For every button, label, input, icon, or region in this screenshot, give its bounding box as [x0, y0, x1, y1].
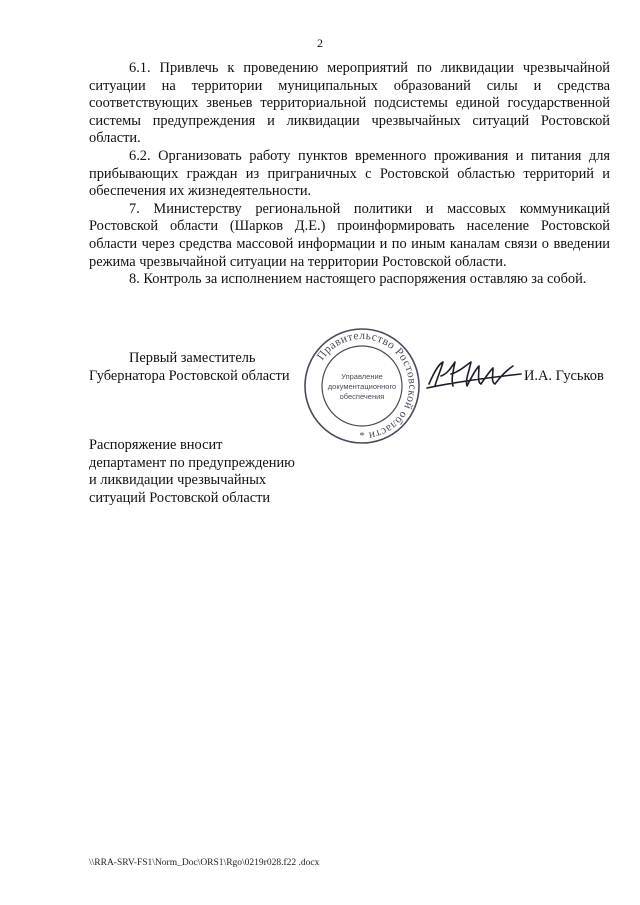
page-number: 2	[317, 36, 323, 50]
paragraph-6-2: 6.2. Организовать работу пунктов временного проживания и питания для прибывающих граждан из приграничных с Ростовской областью территорий и обеспечения их жизнедеятельности.	[89, 147, 610, 200]
originator-line3: и ликвидации чрезвычайных	[89, 472, 267, 489]
paragraph-7: 7. Министерству региональной политики и массовых коммуникаций Ростовской области (Шарков Д.Е.) проинформировать население Ростовской области через средства массовой информации и по иным каналам связи о введении режима чрезвычайной ситуации на территории Ростовской области.	[89, 200, 610, 270]
signatory-title	[89, 350, 290, 385]
official-seal	[303, 327, 421, 445]
seal-star: *	[359, 431, 365, 442]
seal-center-line2: документационного	[327, 382, 397, 391]
seal-center-line1: Управление	[341, 372, 383, 381]
seal-center-line3: обеспечения	[339, 392, 385, 401]
originator-line4: ситуаций Ростовской области	[89, 489, 271, 506]
signatory-title-line2: Губернатора Ростовской области	[89, 367, 290, 384]
seal-ring-text: Правительство Ростовской области	[315, 329, 419, 442]
handwritten-signature	[425, 356, 523, 392]
document-body	[89, 60, 610, 289]
originator-note	[89, 437, 295, 507]
file-path-footer: \\RRA-SRV-FS1\Norm_Doc\ORS1\Rgo\0219r028.f22 .docx	[89, 858, 320, 868]
originator-line1: Распоряжение вносит	[89, 437, 223, 453]
paragraph-6-1: 6.1. Привлечь к проведению мероприятий по ликвидации чрезвычайной ситуации на территории муниципальных образований силы и средства соответствующих звеньев территориальной подсистемы единой государственной системы предупреждения и ликвидации чрезвычайных ситуаций Ростовской области.	[89, 60, 610, 147]
paragraph-8: 8. Контроль за исполнением настоящего распоряжения оставляю за собой.	[129, 271, 587, 288]
originator-line2: департамент по предупреждению	[89, 454, 295, 471]
signatory-title-line1: Первый заместитель	[129, 350, 256, 366]
signer-name: И.А. Гуськов	[524, 368, 604, 384]
